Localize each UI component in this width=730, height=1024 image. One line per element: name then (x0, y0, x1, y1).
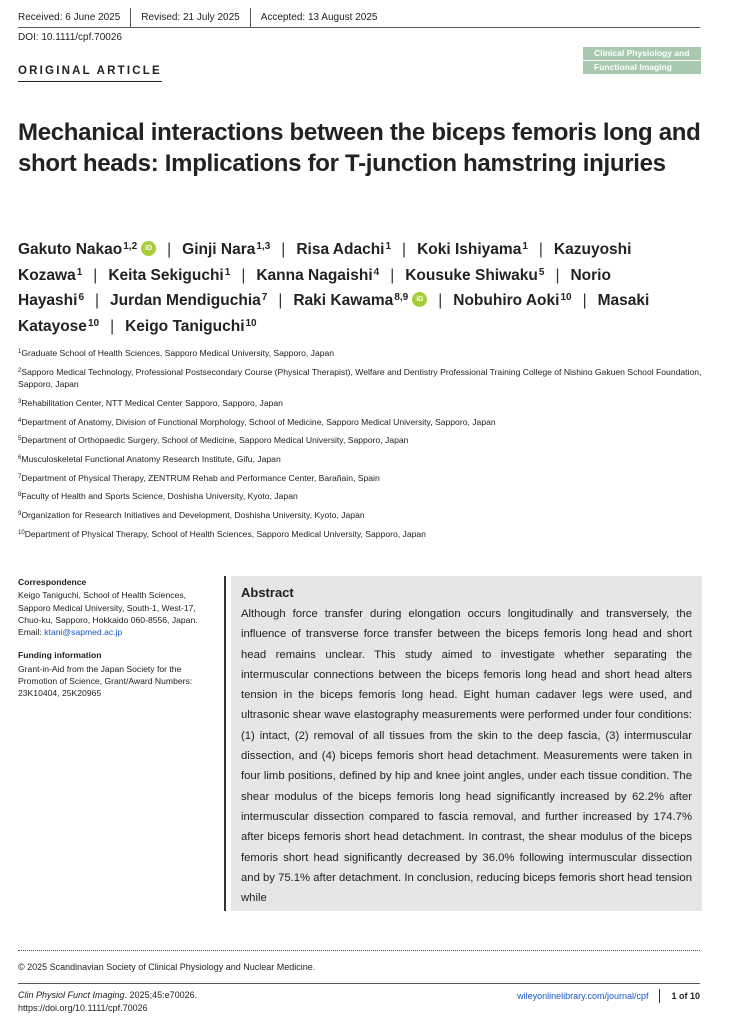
affiliation-number: 5 (18, 436, 22, 443)
author-name (125, 318, 257, 335)
author-name-text: Raki Kawama (293, 292, 394, 309)
author-affiliation-sup: 1 (76, 266, 83, 278)
author-name (293, 292, 427, 309)
correspondence-block (18, 576, 218, 638)
correspondence-heading: Correspondence (18, 577, 87, 587)
email-label: Email: (18, 627, 45, 638)
author-affiliation-sup: 10 (560, 292, 572, 303)
orcid-icon[interactable]: iD (412, 292, 427, 307)
doi-header: DOI: 10.1111/cpf.70026 (18, 32, 122, 43)
abstract-heading: Abstract (241, 585, 294, 600)
affiliation-number: 3 (18, 398, 22, 405)
affiliation-text: Department of Orthopaedic Surgery, School of Medicine, Sapporo Medical University, Sapporo, Japan (21, 435, 409, 446)
author-affiliation-sup: 6 (78, 292, 85, 303)
affiliation-number: 1 (18, 349, 22, 355)
affiliation-number: 7 (18, 473, 22, 480)
author-name-text: Nobuhiro Aoki (453, 292, 560, 309)
affiliation-text: Department of Physical Therapy, School of Health Sciences, Sapporo Medical University, Sapporo, Japan (24, 528, 426, 539)
affiliation-number: 6 (18, 454, 22, 461)
author-separator: | (167, 241, 172, 258)
abstract-text: Although force transfer during elongation occurs longitudinally and transversely, the influence of transverse force transfer between the biceps femoris long head and short head remains unclear. This study aimed to investigate whether separating the intermuscular connections between the biceps femoris long head and short head alters tension in the biceps femoris long head. Eight human cadaver legs were used, and ultrasonic shear wave elastography measurements were performed under four conditions: (1) intact, (2) removal of all tissues from the skin to the deep fascia, (3) intermuscular dissection, and (4) biceps femoris short head detachment. Measurements were taken in four limb positions, defined by hip and knee joint angles, under each tissue condition. The shear modulus of the biceps femoris long head significantly increased by 62.2% after intermuscular dissection compared to fascia removal, and further increased by 174.7% after biceps femoris short head detachment. In contrast, the shear modulus of the biceps femoris short head significantly decreased by 36.0% following intermuscular dissection and by 75.1% after detachment. In conclusion, reducing biceps femoris short head tension while (241, 608, 692, 905)
divider (130, 8, 131, 28)
affiliation-text: Sapporo Medical Technology, Professional Postsecondary Course (Physical Therapist), Welfare and Dentistry Professional Training College of Nishino Gakuen School Foundation, Sapporo, Japan (18, 366, 702, 390)
affiliation-item (18, 347, 703, 360)
affiliation-list (18, 347, 703, 546)
affiliation-item (18, 416, 703, 429)
author-name-text: Gakuto Nakao (18, 241, 123, 258)
author-name-text: Risa Adachi (296, 241, 385, 258)
affiliation-number: 4 (18, 417, 22, 424)
affiliation-text: Graduate School of Health Sciences, Sapporo Medical University, Sapporo, Japan (21, 348, 335, 358)
article-dates-bar (18, 8, 700, 28)
article-sidebar (18, 576, 218, 711)
affiliation-text: Faculty of Health and Sports Science, Doshisha University, Kyoto, Japan (21, 491, 298, 502)
author-name (18, 241, 156, 258)
author-affiliation-sup: 1 (224, 266, 231, 278)
affiliation-text: Rehabilitation Center, NTT Medical Center Sapporo, Sapporo, Japan (21, 397, 283, 408)
author-separator: | (95, 292, 100, 309)
revised-date: Revised: 21 July 2025 (141, 12, 240, 23)
affiliation-text: Musculoskeletal Functional Anatomy Research Institute, Gifu, Japan (21, 453, 281, 464)
author-affiliation-sup: 5 (538, 266, 545, 278)
journal-logo-line-2: Functional Imaging (583, 61, 701, 74)
author-affiliation-sup: 8,9 (394, 292, 409, 303)
funding-text: Grant-in-Aid from the Japan Society for the Promotion of Science, Grant/Award Numbers: 23K10404, 25K20965 (18, 663, 193, 699)
affiliation-item (18, 472, 703, 485)
received-date: Received: 6 June 2025 (18, 12, 121, 23)
affiliation-item (18, 528, 703, 541)
footer-rule (18, 983, 700, 984)
affiliation-text: Organization for Research Initiatives and Development, Doshisha University, Kyoto, Japan (21, 510, 365, 520)
author-name-text: Keigo Taniguchi (125, 317, 245, 335)
orcid-icon[interactable]: iD (141, 241, 156, 256)
author-name-text: Kousuke Shiwaku (405, 266, 538, 284)
author-affiliation-sup: 10 (245, 317, 257, 329)
author-separator: | (241, 266, 246, 284)
accepted-date: Accepted: 13 August 2025 (260, 12, 378, 23)
author-separator: | (93, 266, 98, 284)
author-affiliation-sup: 7 (261, 292, 268, 303)
author-separator: | (538, 241, 543, 258)
author-name-text: Keita Sekiguchi (108, 266, 224, 284)
citation-block (18, 989, 197, 1015)
affiliation-text: Department of Anatomy, Division of Functional Morphology, School of Medicine, Sapporo Medical University, Sapporo, Japan (21, 416, 496, 427)
author-affiliation-sup: 1,3 (256, 241, 271, 252)
funding-heading: Funding information (18, 650, 102, 661)
author-separator: | (281, 241, 286, 258)
correspondence-address: Keigo Taniguchi, School of Health Sciences, Sapporo Medical University, South-1, West-17, Chuo-ku, Sapporo, Hokkaido 060-8556, Japan. (18, 590, 198, 625)
correspondence-email-link[interactable]: ktani@sapmed.ac.jp (44, 627, 123, 638)
author-name-text: Koki Ishiyama (417, 241, 522, 258)
author-name-text: Kazuyoshi Kozawa (18, 241, 632, 284)
author-name (256, 267, 379, 284)
author-affiliation-sup: 1,2 (123, 241, 138, 252)
sidebar-divider (224, 576, 226, 911)
author-name (405, 267, 544, 284)
page-number: 1 of 10 (671, 991, 700, 1001)
author-name-text: Ginji Nara (182, 241, 256, 258)
divider (250, 8, 251, 28)
affiliation-item (18, 453, 703, 466)
footer-dotted-rule (18, 950, 700, 951)
affiliation-item (18, 397, 703, 410)
author-name (417, 241, 528, 258)
author-separator: | (110, 317, 115, 335)
author-name (296, 241, 391, 258)
author-affiliation-sup: 4 (373, 266, 380, 278)
affiliation-number: 8 (18, 492, 22, 499)
author-separator: | (402, 241, 407, 258)
citation-detail: . 2025;45:e70026. (124, 990, 198, 1000)
funding-block (18, 649, 218, 699)
footer-right (517, 989, 700, 1003)
author-name (108, 267, 230, 284)
abstract-box (231, 576, 702, 911)
affiliation-item (18, 490, 703, 503)
journal-logo (583, 47, 701, 75)
divider (659, 989, 660, 1003)
author-name-text: Jurdan Mendiguchia (110, 292, 261, 309)
affiliation-number: 10 (18, 529, 25, 536)
affiliation-item (18, 509, 703, 522)
affiliation-number: 2 (18, 367, 22, 374)
citation-line (18, 989, 197, 1002)
author-name-text: Masaki Katayose (18, 292, 650, 335)
author-separator: | (555, 266, 560, 284)
author-affiliation-sup: 1 (522, 241, 528, 252)
author-separator: | (438, 292, 443, 309)
journal-site-link[interactable]: wileyonlinelibrary.com/journal/cpf (517, 991, 649, 1001)
correspondence-text (18, 589, 218, 638)
author-affiliation-sup: 10 (87, 317, 100, 329)
author-affiliation-sup: 1 (385, 241, 392, 252)
doi-url: https://doi.org/10.1111/cpf.70026 (18, 1003, 148, 1013)
paper-title: Mechanical interactions between the biceps femoris long and short heads: Implications for T-junction hamstring injuries (18, 119, 701, 177)
affiliation-text: Department of Physical Therapy, ZENTRUM Rehab and Performance Center, Barañain, Spain (21, 472, 380, 483)
author-list (18, 237, 708, 339)
author-name-text: Kanna Nagaishi (256, 266, 373, 284)
affiliation-item (18, 366, 703, 391)
author-name (110, 292, 267, 309)
author-separator: | (278, 292, 283, 309)
journal-logo-line-1: Clinical Physiology and (583, 47, 701, 60)
affiliation-number: 9 (18, 511, 22, 517)
author-separator: | (390, 266, 395, 284)
journal-abbrev: Clin Physiol Funct Imaging (18, 990, 125, 1000)
article-type-label: ORIGINAL ARTICLE (18, 65, 162, 82)
author-name (453, 292, 571, 309)
affiliation-item (18, 434, 703, 447)
author-name-text: Norio Hayashi (18, 266, 611, 309)
copyright-notice: © 2025 Scandinavian Society of Clinical Physiology and Nuclear Medicine. (18, 962, 316, 972)
author-separator: | (582, 292, 587, 309)
author-name (182, 241, 270, 258)
